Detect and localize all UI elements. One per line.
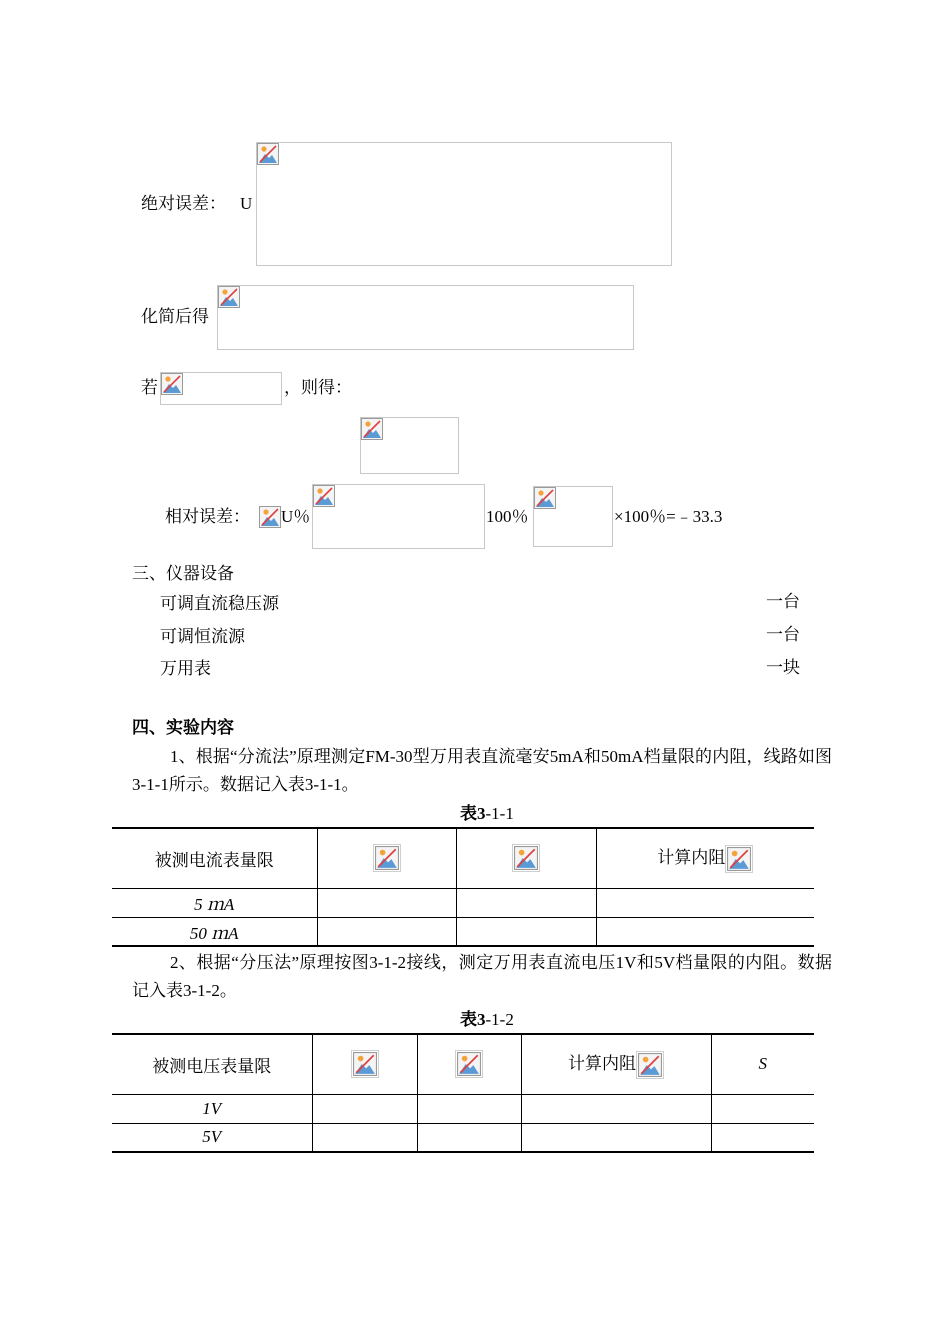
table-cell — [711, 1094, 814, 1123]
table-cell — [417, 1094, 521, 1123]
table-cell — [456, 888, 596, 917]
equipment-item-qty: 一台 — [766, 625, 800, 644]
table-cell — [317, 888, 456, 917]
formula-image-rel-fraction — [533, 486, 613, 547]
broken-image-icon — [373, 844, 401, 872]
table-cell: 5 ｍA — [112, 888, 317, 917]
abs-error-var: U — [240, 194, 253, 213]
table-row — [112, 888, 814, 917]
table-cell — [417, 1123, 521, 1152]
table-cell — [521, 1094, 711, 1123]
broken-image-icon — [218, 286, 240, 308]
then-label: ，则得： — [284, 378, 352, 397]
equipment-item-name: 万用表 — [160, 659, 211, 678]
table-header-cell — [596, 828, 814, 888]
table-cell: 5V — [112, 1123, 312, 1152]
broken-image-icon — [512, 844, 540, 872]
table1-caption-rest: -1-1 — [485, 804, 514, 823]
table-3-1-1 — [112, 827, 814, 947]
table-header-row — [112, 1034, 814, 1094]
equipment-item-name: 可调恒流源 — [160, 627, 245, 646]
table-cell — [317, 917, 456, 946]
formula-image-intermediate — [360, 417, 459, 474]
table-header-row — [112, 828, 814, 888]
table-header-cell: 被测电流表量限 — [112, 828, 317, 888]
equipment-heading: 三、仪器设备 — [132, 564, 234, 583]
formula-image-abs-error — [256, 142, 672, 266]
table-header-cell: S — [711, 1034, 814, 1094]
rel-error-label: 相对误差： — [165, 507, 250, 526]
formula-image-rel-numerator — [312, 484, 485, 549]
if-label: 若 — [141, 378, 158, 397]
formula-image-simplified — [217, 285, 634, 350]
table-row — [112, 917, 814, 946]
section4-paragraph-2: 2、根据“分压法”原理按图3-1-2接线，测定万用表直流电压1V和5V档量限的内阻。数据记入表3-1-2。 — [132, 953, 832, 1000]
table-row — [112, 1094, 814, 1123]
table-cell: 50 ｍA — [112, 917, 317, 946]
broken-image-icon — [351, 1050, 379, 1078]
table-cell — [596, 888, 814, 917]
table-cell — [312, 1094, 417, 1123]
table-cell: 1V — [112, 1094, 312, 1123]
table1-caption — [460, 803, 514, 825]
broken-image-icon — [313, 485, 335, 507]
table-header-cell — [456, 828, 596, 888]
table-header-cell — [312, 1034, 417, 1094]
section4-paragraph-1: 1、根据“分流法”原理测定FM-30型万用表直流毫安5mA和50mA档量限的内阻，线路如图3-1-1所示。数据记入表3-1-1。 — [132, 747, 832, 794]
equipment-item-qty: 一台 — [766, 592, 800, 611]
table-cell — [596, 917, 814, 946]
broken-image-icon — [259, 506, 281, 528]
broken-image-icon — [455, 1050, 483, 1078]
broken-image-icon — [534, 487, 556, 509]
equipment-item-qty: 一块 — [766, 658, 800, 677]
table-cell — [521, 1123, 711, 1152]
broken-image-icon — [161, 373, 183, 395]
rel-error-result: ×100％=﹣33.3 — [614, 507, 723, 526]
table2-caption-rest: -1-2 — [485, 1010, 514, 1029]
times-100: 100％ — [486, 507, 529, 526]
rel-error-var: U％ — [281, 507, 311, 526]
abs-error-label: 绝对误差： — [141, 194, 226, 213]
table1-caption-bold: 表3 — [460, 804, 486, 823]
table-3-1-2 — [112, 1033, 814, 1153]
simplify-label: 化简后得 — [141, 307, 209, 326]
table-header-cell: 被测电压表量限 — [112, 1034, 312, 1094]
table-header-cell — [417, 1034, 521, 1094]
table-header-label: 计算内阻 — [657, 848, 726, 868]
broken-image-icon — [257, 143, 279, 165]
broken-image-icon — [725, 845, 753, 873]
table-header-cell — [521, 1034, 711, 1094]
equipment-item-name: 可调直流稳压源 — [160, 594, 279, 613]
table-cell — [711, 1123, 814, 1152]
table2-caption-bold: 表3 — [460, 1010, 486, 1029]
table-header-label: 计算内阻 — [568, 1054, 636, 1074]
broken-image-icon — [361, 418, 383, 440]
formula-image-condition — [160, 372, 282, 405]
table-cell — [312, 1123, 417, 1152]
table2-caption — [460, 1009, 514, 1031]
table-header-cell — [317, 828, 456, 888]
broken-image-icon — [636, 1051, 664, 1079]
table-cell — [456, 917, 596, 946]
table-row — [112, 1123, 814, 1152]
section4-heading: 四、实验内容 — [132, 718, 234, 737]
